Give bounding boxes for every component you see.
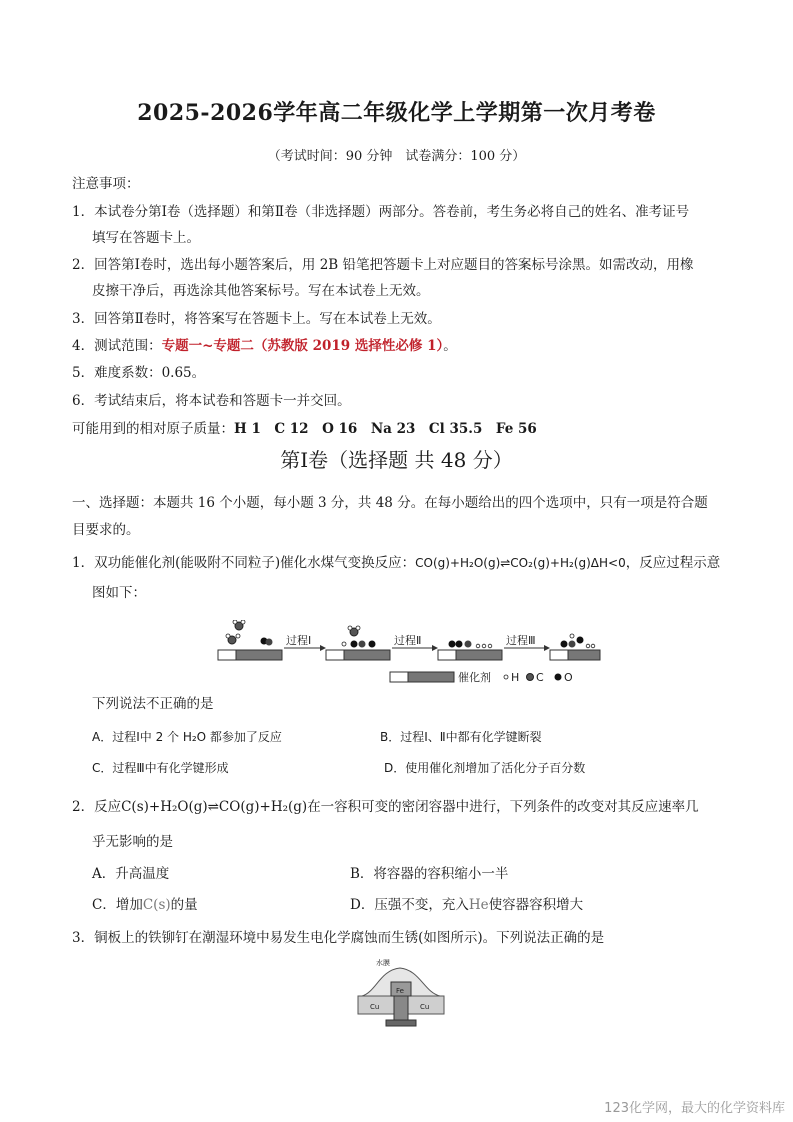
notice-1a: 1．本试卷分第Ⅰ卷（选择题）和第Ⅱ卷（非选择题）两部分。答卷前，考生务必将自己的姓名、准考证号 [72, 204, 690, 220]
notice-4-range: 专题一~专题二（苏教版 2019 选择性必修 1） [161, 338, 444, 354]
q1-step-1-label: 过程Ⅰ [286, 634, 312, 647]
q2-stem-suffix: 在一容积可变的密闭容器中进行，下列条件的改变对其反应速率几 [307, 799, 699, 815]
q3-corrosion-diagram [356, 956, 446, 1028]
q3-cu-left-label: Cu [370, 1003, 380, 1011]
exam-title: 2025-2026学年高二年级化学上学期第一次月考卷 [137, 100, 656, 126]
q3-water-film-label: 水膜 [376, 959, 390, 967]
notice-2a: 2．回答第Ⅰ卷时，选出每小题答案后，用 2B 铅笔把答题卡上对应题目的答案标号涂黑。如需改动，用橡 [72, 257, 694, 273]
legend-h-label: H [511, 671, 520, 684]
q1-stem-a [72, 551, 732, 571]
q1-reaction-diagram [214, 620, 604, 690]
q1-stem-suffix: ，反应过程示意 [625, 555, 721, 571]
footer-watermark: 123化学网，最大的化学资料库 [604, 1101, 785, 1116]
notice-5: 5．难度系数：0.65。 [72, 365, 206, 381]
q2-option-d[interactable] [350, 893, 583, 913]
q2-option-d-symbol: He [468, 897, 489, 913]
q1-stem-prefix: 1．双功能催化剂(能吸附不同粒子)催化水煤气变换反应： [72, 555, 416, 571]
atomic-prefix: 可能用到的相对原子质量： [72, 421, 234, 437]
atomic-masses [72, 417, 732, 437]
q1-stage-4 [550, 634, 600, 660]
q3-cu-right-label: Cu [420, 1003, 430, 1011]
notice-3: 3．回答第Ⅱ卷时，将答案写在答题卡上。写在本试卷上无效。 [72, 311, 441, 327]
q2-option-d-suffix: 使容器容积增大 [488, 897, 584, 913]
q2-stem-b: 乎无影响的是 [92, 834, 173, 850]
notice-6: 6．考试结束后，将本试卷和答题卡一并交回。 [72, 393, 351, 409]
q3-stem: 3．铜板上的铁铆钉在潮湿环境中易发生电化学腐蚀而生锈(如图所示)。下列说法正确的是 [72, 930, 605, 946]
q2-option-d-prefix: D．压强不变，充入 [350, 897, 469, 913]
q1-stage-3 [438, 641, 502, 661]
section-intro-a: 一、选择题：本题共 16 个小题，每小题 3 分，共 48 分。在每小题给出的四个选项中，只有一项是符合题 [72, 495, 708, 511]
atomic-values: H 1 C 12 O 16 Na 23 Cl 35.5 Fe 56 [234, 421, 537, 437]
q1-stage-2 [326, 626, 390, 660]
q2-option-c-symbol: C(s) [142, 897, 171, 913]
q1-option-b[interactable]: B．过程Ⅰ、Ⅱ中都有化学键断裂 [380, 730, 542, 744]
q2-option-c-suffix: 的量 [170, 897, 198, 913]
q1-question: 下列说法不正确的是 [92, 696, 214, 712]
q2-option-c-prefix: C．增加 [92, 897, 143, 913]
q2-stem-prefix: 2．反应 [72, 799, 122, 815]
q1-step-2-label: 过程Ⅱ [394, 634, 422, 647]
q1-step-3-label: 过程Ⅲ [506, 634, 536, 647]
q3-fe-label: Fe [396, 987, 404, 995]
exam-subtitle: （考试时间：90 分钟 试卷满分：100 分） [267, 149, 526, 164]
notice-heading: 注意事项： [72, 176, 140, 192]
q1-option-a[interactable]: A．过程Ⅰ中 2 个 H₂O 都参加了反应 [92, 730, 282, 744]
q1-option-c[interactable]: C．过程Ⅲ中有化学键形成 [92, 761, 229, 775]
q1-stem-b: 图如下： [92, 585, 146, 601]
legend-o-label: O [564, 671, 573, 684]
q1-legend [390, 670, 573, 684]
notice-4-suffix: 。 [443, 338, 457, 354]
notice-2b: 皮擦干净后，再选涂其他答案标号。写在本试卷上无效。 [92, 283, 430, 299]
legend-catalyst-label: 催化剂 [458, 671, 491, 684]
notice-4-prefix: 4．测试范围： [72, 338, 162, 354]
notice-4 [72, 334, 732, 354]
q1-stage-1 [218, 620, 282, 660]
q1-equation: CO(g)+H₂O(g)⇌CO₂(g)+H₂(g)ΔH<0 [415, 556, 626, 570]
notice-1b: 填写在答题卡上。 [92, 230, 200, 246]
q2-stem-a [72, 795, 732, 815]
section-title: 第Ⅰ卷（选择题 共 48 分） [280, 448, 513, 472]
q1-option-d[interactable]: D．使用催化剂增加了活化分子百分数 [384, 761, 586, 775]
q2-equation: C(s)+H₂O(g)⇌CO(g)+H₂(g) [121, 799, 308, 815]
section-intro-b: 目要求的。 [72, 522, 140, 538]
q2-option-a[interactable]: A．升高温度 [92, 866, 170, 882]
legend-c-label: C [536, 671, 544, 684]
q2-option-c[interactable] [92, 893, 198, 913]
q2-option-b[interactable]: B．将容器的容积缩小一半 [350, 866, 509, 882]
